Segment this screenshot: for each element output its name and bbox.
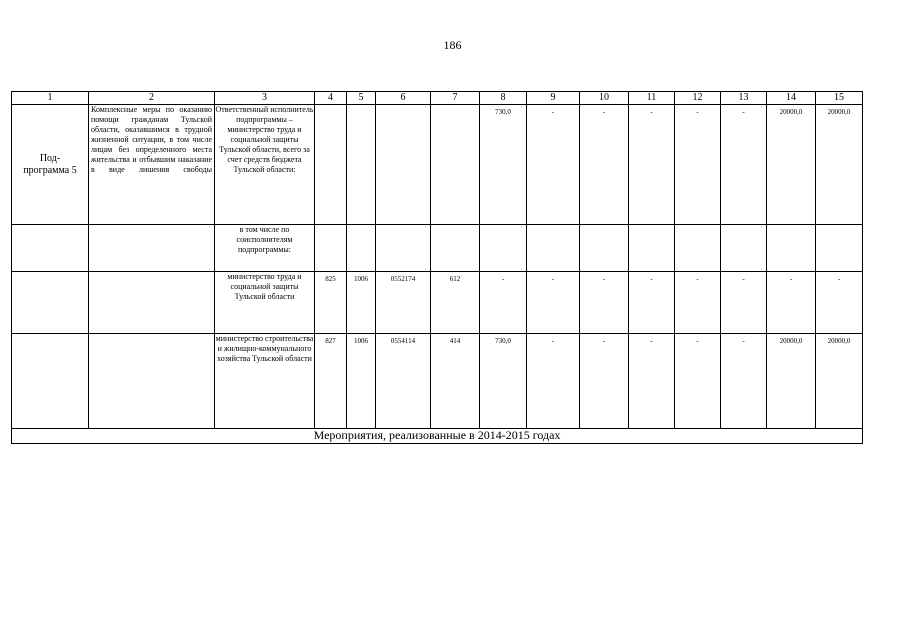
cell-c4: 825 [315,272,347,334]
footer-row [12,429,863,444]
empty-cell [721,225,767,272]
col-header: 12 [675,92,721,105]
empty-cell [12,272,89,334]
cell-c14: 20000,0 [767,334,816,429]
table-row [12,334,863,429]
col-header: 13 [721,92,767,105]
empty-cell [580,225,629,272]
cell-c14: 20000,0 [767,105,816,225]
empty-cell [12,334,89,429]
empty-cell [376,225,431,272]
empty-cell [480,225,527,272]
table-row [12,105,863,225]
cell-c7: 414 [431,334,480,429]
col-header: 8 [480,92,527,105]
cell-c15: 20000,0 [816,334,863,429]
cell-c6: 0554114 [376,334,431,429]
col-header: 3 [215,92,315,105]
empty-cell [816,225,863,272]
col-header: 11 [629,92,675,105]
col-header: 9 [527,92,580,105]
cell-c7 [431,105,480,225]
empty-cell [89,272,215,334]
cell-c15: 20000,0 [816,105,863,225]
empty-cell [347,225,376,272]
empty-cell [675,225,721,272]
subprogram-description: Комплексные меры по оказанию помощи гражданам Тульской области, оказавшимся в трудной жизненной ситуации, в том числе лицам без определенного места жительства и отбывшим наказание в виде лишения свободы [89,105,215,225]
cell-c8: 730,0 [480,105,527,225]
empty-cell [12,225,89,272]
cell-c9: - [527,105,580,225]
cell-c11: - [629,334,675,429]
cell-c8: 730,0 [480,334,527,429]
executor-cell: министерство строительства и жилищно-коммунального хозяйства Тульской области [215,334,315,429]
cell-c5 [347,105,376,225]
executor-cell: министерство труда и социальной защиты Тульской области [215,272,315,334]
executor-cell: в том числе по соисполнителям подпрограммы: [215,225,315,272]
col-header: 4 [315,92,347,105]
cell-c5: 1006 [347,334,376,429]
empty-cell [767,225,816,272]
table-row [12,225,863,272]
cell-c10: - [580,334,629,429]
cell-c4 [315,105,347,225]
cell-c9: - [527,272,580,334]
empty-cell [527,225,580,272]
col-header: 14 [767,92,816,105]
cell-c6: 0552174 [376,272,431,334]
footer-caption: Мероприятия, реализованные в 2014-2015 годах [12,429,863,444]
col-header: 7 [431,92,480,105]
col-header: 5 [347,92,376,105]
col-header: 6 [376,92,431,105]
budget-table [11,91,863,444]
empty-cell [89,334,215,429]
page-number: 186 [443,38,462,52]
cell-c9: - [527,334,580,429]
col-header: 15 [816,92,863,105]
cell-c12: - [675,272,721,334]
subprogram-label: Под- программа 5 [12,105,89,225]
cell-c14: - [767,272,816,334]
cell-c4: 827 [315,334,347,429]
empty-cell [431,225,480,272]
cell-c10: - [580,105,629,225]
cell-c12: - [675,105,721,225]
executor-cell: Ответственный исполнитель подпрограммы – министерство труда и социальной защиты Тульской области, всего за счет средств бюджета Тульской области: [215,105,315,225]
cell-c11: - [629,105,675,225]
cell-c5: 1006 [347,272,376,334]
cell-c7: 612 [431,272,480,334]
cell-c6 [376,105,431,225]
cell-c13: - [721,334,767,429]
cell-c8: - [480,272,527,334]
empty-cell [629,225,675,272]
cell-c15: - [816,272,863,334]
table-row [12,272,863,334]
header-row [12,92,863,105]
empty-cell [315,225,347,272]
empty-cell [89,225,215,272]
cell-c10: - [580,272,629,334]
cell-c13: - [721,272,767,334]
col-header: 10 [580,92,629,105]
cell-c12: - [675,334,721,429]
cell-c11: - [629,272,675,334]
col-header: 2 [89,92,215,105]
col-header: 1 [12,92,89,105]
cell-c13: - [721,105,767,225]
